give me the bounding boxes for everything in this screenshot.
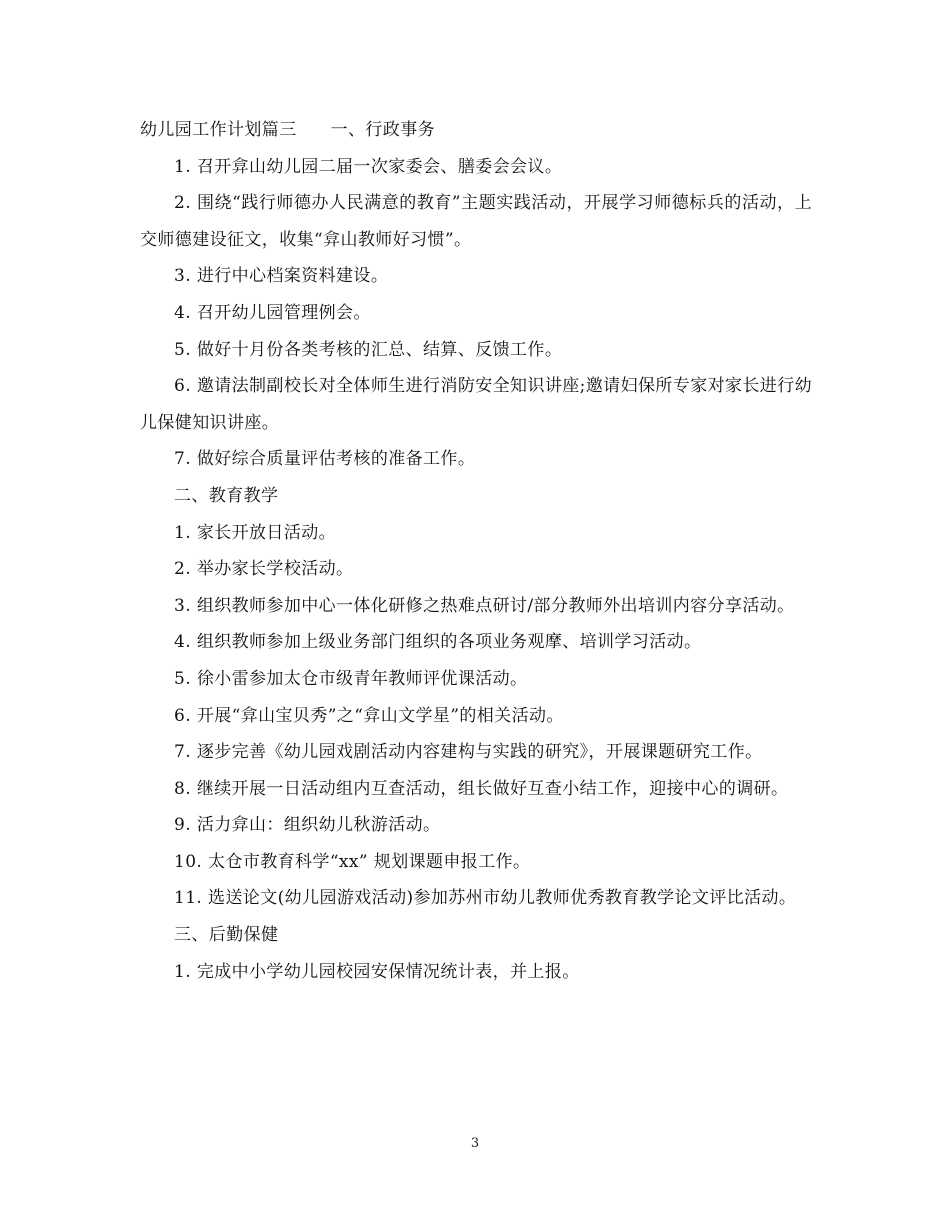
paragraph-teaching-1: 1. 家长开放日活动。 xyxy=(174,522,337,543)
paragraph-admin-3: 3. 进行中心档案资料建设。 xyxy=(174,266,389,287)
paragraph-admin-4: 4. 召开幼儿园管理例会。 xyxy=(174,302,371,323)
paragraph-teaching-9: 9. 活力弇山：组织幼儿秋游活动。 xyxy=(174,815,441,836)
paragraph-teaching-2: 2. 举办家长学校活动。 xyxy=(174,559,354,580)
paragraph-teaching-6: 6. 开展“弇山宝贝秀”之“弇山文学星”的相关活动。 xyxy=(174,705,564,726)
paragraph-admin-2: 2. 围绕“践行师德办人民满意的教育”主题实践活动，开展学习师德标兵的活动，上交师德建设征文，收集“弇山教师好习惯”。 xyxy=(140,193,812,250)
paragraph-teaching-11: 11. 选送论文(幼儿园游戏活动)参加苏州市幼儿教师优秀教育教学论文评比活动。 xyxy=(174,888,797,909)
paragraph-admin-6: 6. 邀请法制副校长对全体师生进行消防安全知识讲座;邀请妇保所专家对家长进行幼儿保健知识讲座。 xyxy=(140,376,812,433)
paragraph-teaching-5: 5. 徐小雷参加太仓市级青年教师评优课活动。 xyxy=(174,668,528,689)
paragraph-teaching-4: 4. 组织教师参加上级业务部门组织的各项业务观摩、培训学习活动。 xyxy=(174,632,702,653)
paragraph-teaching-10: 10. 太仓市教育科学“xx” 规划课题申报工作。 xyxy=(174,851,531,872)
section-heading-logistics: 三、后勤保健 xyxy=(174,925,279,946)
paragraph-teaching-7: 7. 逐步完善《幼儿园戏剧活动内容建构与实践的研究》，开展课题研究工作。 xyxy=(174,742,763,763)
paragraph-logistics-1: 1. 完成中小学幼儿园校园安保情况统计表，并上报。 xyxy=(174,961,580,982)
paragraph-admin-7: 7. 做好综合质量评估考核的准备工作。 xyxy=(174,449,476,470)
paragraph-teaching-3: 3. 组织教师参加中心一体化研修之热难点研讨/部分教师外出培训内容分享活动。 xyxy=(174,595,795,616)
document-heading xyxy=(140,112,812,149)
paragraph-admin-1: 1. 召开弇山幼儿园二届一次家委会、膳委会会议。 xyxy=(174,156,563,177)
section-heading-admin: 一、行政事务 xyxy=(330,120,436,140)
page-number: 3 xyxy=(470,1136,480,1151)
paragraph-admin-5: 5. 做好十月份各类考核的汇总、结算、反馈工作。 xyxy=(174,339,563,360)
document-body xyxy=(140,112,812,990)
paragraph-teaching-8: 8. 继续开展一日活动组内互查活动，组长做好互查小结工作，迎接中心的调研。 xyxy=(174,778,789,799)
document-title: 幼儿园工作计划篇三 xyxy=(140,120,297,140)
section-heading-teaching: 二、教育教学 xyxy=(174,485,279,506)
